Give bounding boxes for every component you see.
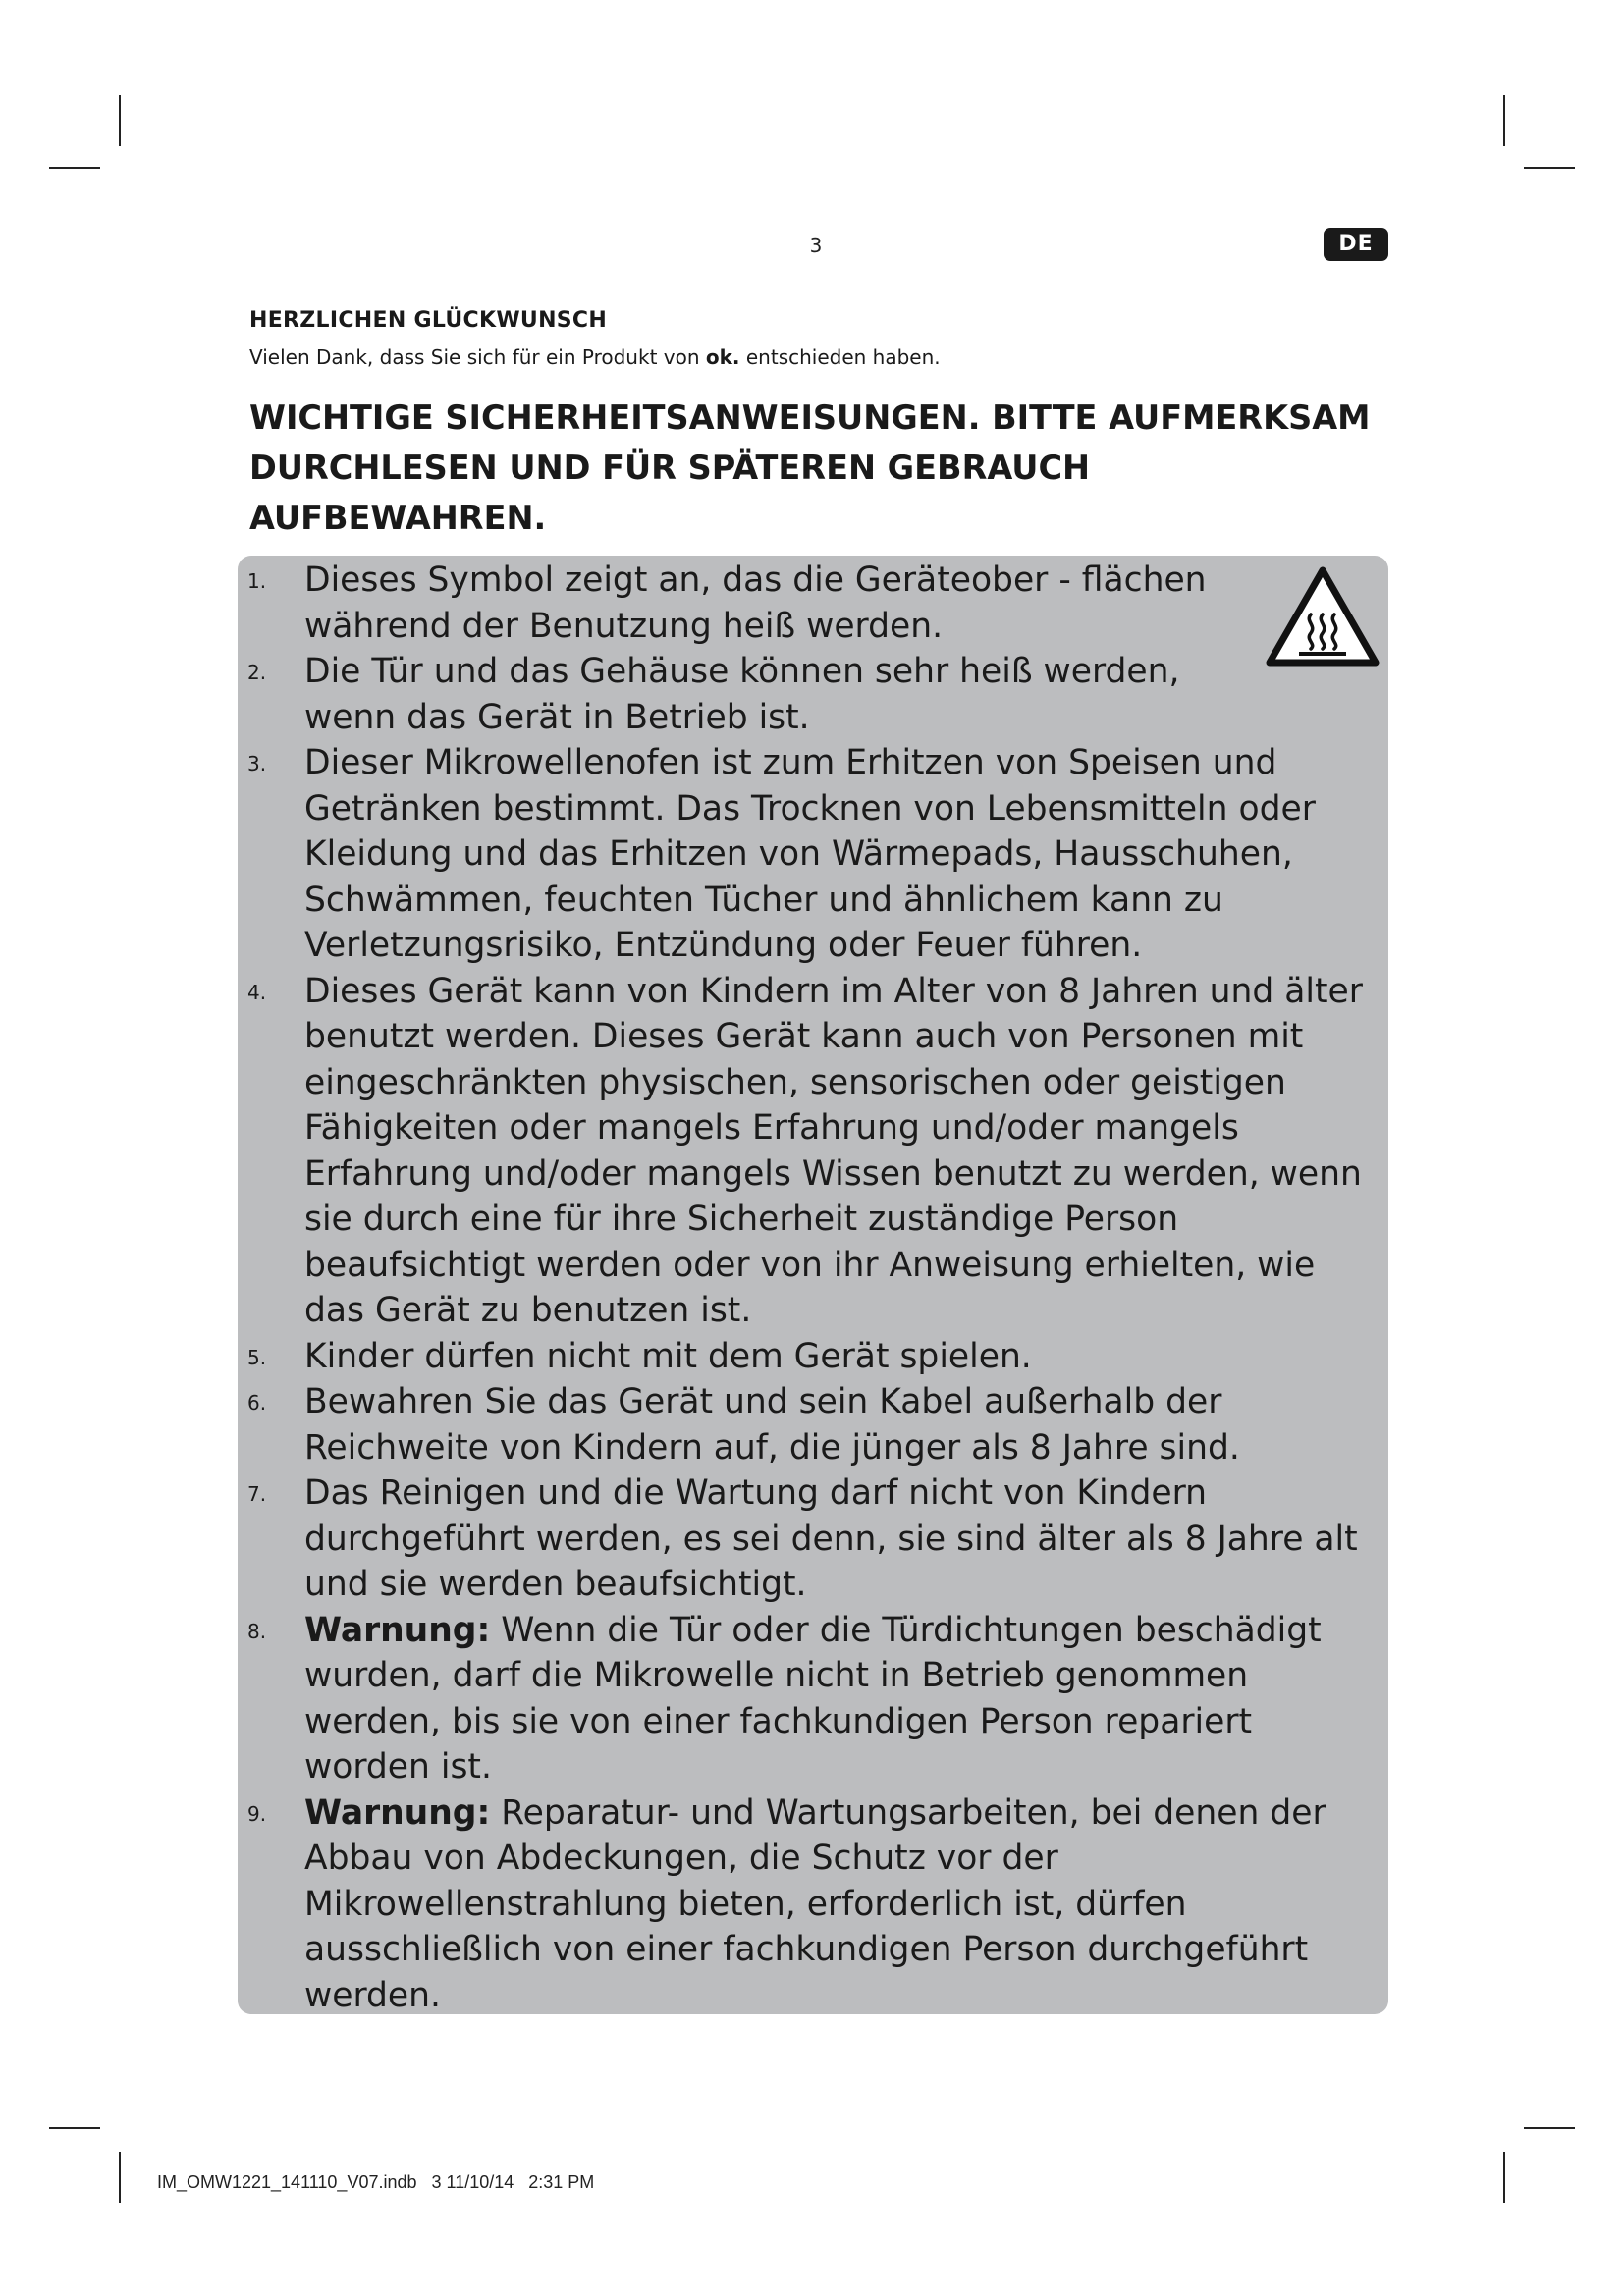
thank-you-text: Vielen Dank, dass Sie sich für ein Produkt von: [249, 346, 706, 369]
item-text: Reparatur- und Wartungsarbeiten, bei denen der Abbau von Abdeckungen, die Schutz vor der Mikrowellenstrahlung bieten, erforderlich ist, dürfen ausschließlich von einer fachkundigen Person durchgeführt werden.: [304, 1792, 1326, 2015]
safety-instructions-title: WICHTIGE SICHERHEITSANWEISUNGEN. BITTE AUFMERKSAM DURCHLESEN UND FÜR SPÄTEREN GEBRAUCH AUFBEWAHREN.: [249, 399, 1371, 537]
safety-item: [247, 649, 1382, 740]
safety-item: [247, 740, 1382, 969]
page-number: 3: [809, 234, 823, 257]
crop-mark-bottom-right-horizontal: [1524, 2127, 1575, 2129]
safety-item: [247, 1790, 1382, 2019]
crop-mark-bottom-left-vertical: [119, 2152, 121, 2203]
item-number: 1.: [247, 569, 267, 593]
crop-mark-top-right-horizontal: [1524, 167, 1575, 169]
safety-item: [247, 969, 1382, 1334]
brand-name: ok.: [705, 346, 740, 369]
item-text: Bewahren Sie das Gerät und sein Kabel außerhalb der Reichweite von Kindern auf, die jünger als 8 Jahre sind.: [304, 1382, 1240, 1468]
item-number: 6.: [247, 1391, 267, 1415]
crop-mark-top-left-vertical: [119, 95, 121, 146]
item-text: Kinder dürfen nicht mit dem Gerät spielen.: [304, 1336, 1032, 1376]
safety-item: [247, 1470, 1382, 1608]
language-badge: DE: [1324, 228, 1388, 261]
safety-item: [247, 1608, 1382, 1790]
crop-mark-top-left-horizontal: [49, 167, 100, 169]
item-text: Dieses Symbol zeigt an, das die Geräteober - flächen während der Benutzung heiß werden.: [304, 561, 1207, 646]
item-number: 3.: [247, 752, 267, 775]
item-number: 8.: [247, 1619, 267, 1643]
safety-instructions-list: [247, 558, 1382, 2018]
safety-item: [247, 1379, 1382, 1470]
print-slug: IM_OMW1221_141110_V07.indb 3 11/10/14 2:31 PM: [157, 2172, 595, 2192]
item-text: Wenn die Tür oder die Türdichtungen beschädigt wurden, darf die Mikrowelle nicht in Betrieb genommen werden, bis sie von einer fachkundigen Person repariert worden ist.: [304, 1610, 1322, 1787]
crop-mark-bottom-right-vertical: [1503, 2152, 1505, 2203]
item-number: 5.: [247, 1345, 267, 1369]
item-text: Die Tür und das Gehäuse können sehr heiß werden, wenn das Gerät in Betrieb ist.: [304, 652, 1180, 737]
thank-you-line: [249, 346, 941, 369]
item-text: Das Reinigen und die Wartung darf nicht von Kindern durchgeführt werden, es sei denn, sie sind älter als 8 Jahre alt und sie werden beaufsichtigt.: [304, 1473, 1358, 1604]
item-number: 4.: [247, 980, 267, 1004]
safety-item: [247, 1334, 1382, 1380]
item-number: 9.: [247, 1801, 267, 1826]
item-lead: Warnung:: [304, 1792, 491, 1833]
item-number: 2.: [247, 661, 267, 684]
item-number: 7.: [247, 1482, 267, 1506]
thank-you-text-end: entschieden haben.: [739, 346, 941, 369]
item-text: Dieses Gerät kann von Kindern im Alter von 8 Jahren und älter benutzt werden. Dieses Gerät kann auch von Personen mit eingeschränkten physischen, sensorischen oder geistigen Fähigkeiten oder mangels Erfahrung und/oder mangels Erfahrung und/oder mangels Wissen benutzt zu werden, wenn sie durch eine für ihre Sicherheit zuständige Person beaufsichtigt werden oder von ihr Anweisung erhielten, wie das Gerät zu benutzen ist.: [304, 971, 1363, 1330]
crop-mark-top-right-vertical: [1503, 95, 1505, 146]
item-lead: Warnung:: [304, 1610, 491, 1650]
congratulations-heading: HERZLICHEN GLÜCKWUNSCH: [249, 308, 608, 333]
item-text: Dieser Mikrowellenofen ist zum Erhitzen von Speisen und Getränken bestimmt. Das Trocknen von Lebensmitteln oder Kleidung und das Erhitzen von Wärmepads, Hausschuhen, Schwämmen, feuchten Tücher und ähnlichem kann zu Verletzungsrisiko, Entzündung oder Feuer führen.: [304, 743, 1316, 965]
crop-mark-bottom-left-horizontal: [49, 2127, 100, 2129]
safety-item: [247, 558, 1382, 649]
